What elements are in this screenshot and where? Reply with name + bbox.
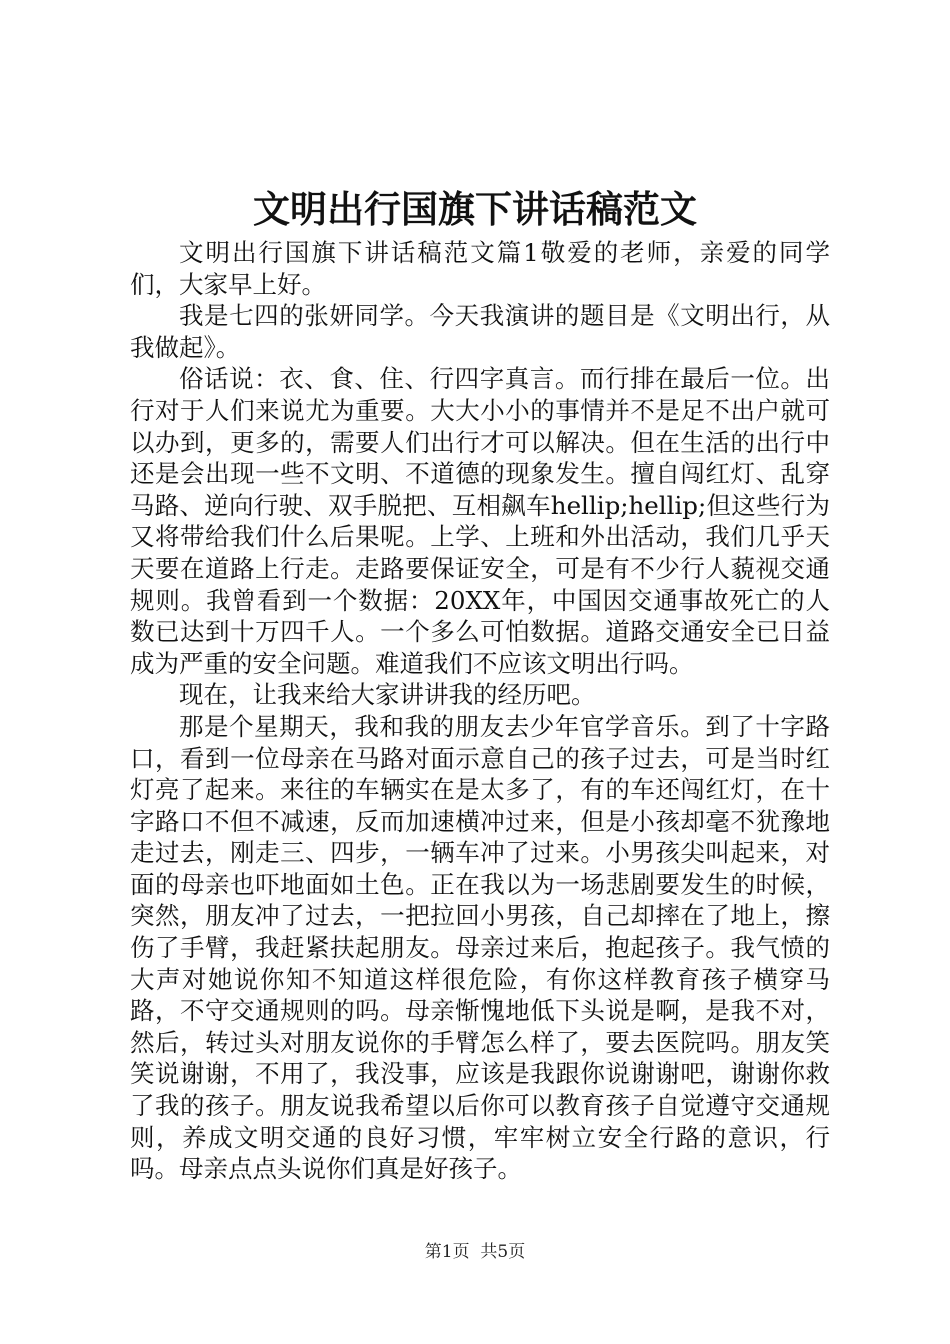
paragraph-transition: 现在，让我来给大家讲讲我的经历吧。	[179, 680, 596, 710]
page-total: 共5页	[480, 1242, 526, 1262]
paragraph-story: 那是个星期天，我和我的朋友去少年官学音乐。到了十字路口，看到一位母亲在马路对面示意自己的孩子过去，可是当时红灯亮了起来。来往的车辆实在是太多了，有的车还闯红灯，在十字路口不但不减速，反而加速横冲过来，但是小孩却毫不犹豫地走过去，刚走三、四步，一辆车冲了过来。小男孩尖叫起来，对面的母亲也吓地面如土色。正在我以为一场悲剧要发生的时候，突然，朋友冲了过去，一把拉回小男孩，自己却摔在了地上，擦伤了手臂，我赶紧扶起朋友。母亲过来后，抱起孩子。我气愤的大声对她说你知不知道这样很危险，有你这样教育孩子横穿马路，不守交通规则的吗。母亲惭愧地低下头说是啊，是我不对，然后，转过头对朋友说你的手臂怎么样了，要去医院吗。朋友笑笑说谢谢，不用了，我没事，应该是我跟你说谢谢吧，谢谢你救了我的孩子。朋友说我希望以后你可以教育孩子自觉遵守交通规则，养成文明交通的良好习惯，牢牢树立安全行路的意识，行吗。母亲点点头说你们真是好孩子。	[130, 711, 830, 1184]
paragraph-saying: 俗话说：衣、食、住、行四字真言。而行排在最后一位。出行对于人们来说尤为重要。大大小小的事情并不是足不出户就可以办到，更多的，需要人们出行才可以解决。但在生活的出行中还是会出现一些不文明、不道德的现象发生。擅自闯红灯、乱穿马路、逆向行驶、双手脱把、互相飙车hellip;hellip;但这些行为又将带给我们什么后果呢。上学、上班和外出活动，我们几乎天天要在道路上行走。走路要保证安全，可是有不少行人藐视交通规则。我曾看到一个数据：20XX年，中国因交通事故死亡的人数已达到十万四千人。一个多么可怕数据。道路交通安全已日益成为严重的安全问题。难道我们不应该文明出行吗。	[130, 364, 830, 678]
document-body	[130, 237, 830, 1185]
page-footer	[0, 1240, 950, 1264]
page-title: 文明出行国旗下讲话稿范文	[253, 187, 697, 231]
page-number: 第1页	[424, 1242, 470, 1262]
paragraph-greeting: 文明出行国旗下讲话稿范文篇1敬爱的老师，亲爱的同学们，大家早上好。	[130, 238, 830, 299]
paragraph-intro: 我是七四的张妍同学。今天我演讲的题目是《文明出行，从我做起》。	[130, 301, 830, 362]
